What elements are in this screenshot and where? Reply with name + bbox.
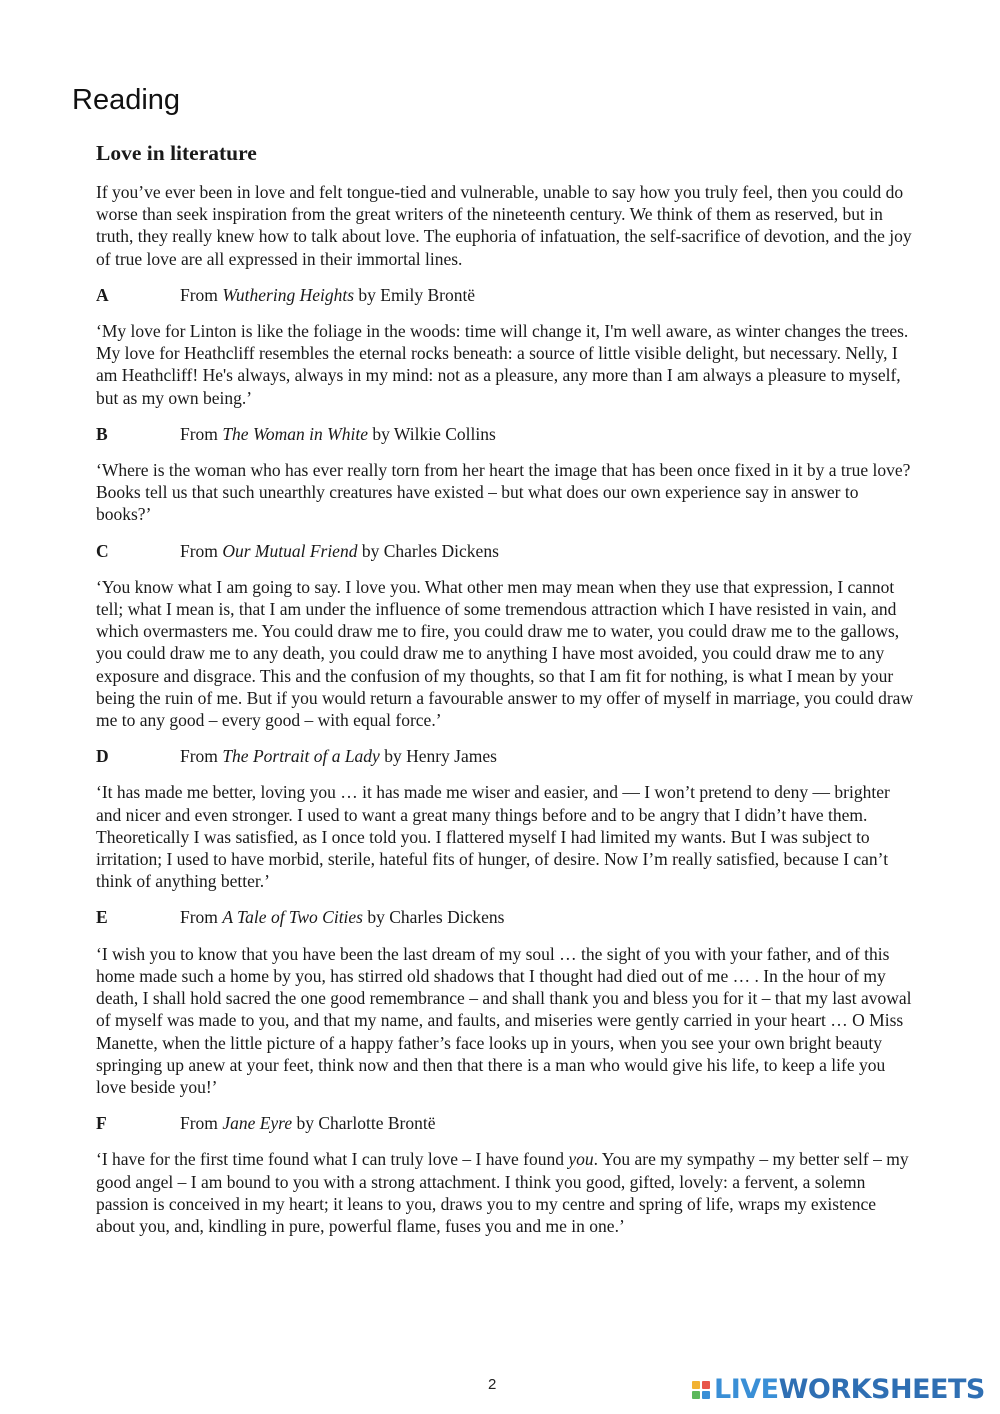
book-author: by Charlotte Brontë (296, 1113, 436, 1134)
excerpt-source: From Our Mutual Friend by Charles Dickens (180, 540, 499, 561)
page-number: 2 (488, 1376, 497, 1393)
excerpt-c-heading (96, 540, 918, 562)
excerpt-letter: F (96, 1113, 107, 1134)
logo-text-worksheets: WORKSHEETS (778, 1374, 985, 1405)
excerpt-e-quote: ‘I wish you to know that you have been the last dream of my soul … the sight of you with your father, and of this home made such a home by you, has stirred old shadows that I thought had died out of me … . In the hour of my death, I shall hold sacred the one good remembrance – and shall thank you and bless you for it – that my last avowal of myself was made to you, and that my name, and faults, and miseries were gently carried in your heart … O Miss Manette, when the little picture of a happy father’s face looks up in yours, when you see your own bright beauty springing up anew at your feet, think now and then that there is a man who would give his life, to keep a life you love beside you!’ (96, 943, 912, 1097)
liveworksheets-logo-icon (692, 1381, 710, 1399)
book-title: Our Mutual Friend (222, 540, 358, 561)
excerpt-source: From The Woman in White by Wilkie Collins (180, 423, 496, 444)
excerpt-source: From Wuthering Heights by Emily Brontë (180, 284, 476, 305)
section-title: Reading (72, 84, 181, 116)
book-title: Wuthering Heights (222, 284, 355, 305)
excerpt-a-quote: ‘My love for Linton is like the foliage in the woods: time will change it, I'm well aware, as winter changes the trees. My love for Heathcliff resembles the eternal rocks beneath: a source of little visible delight, but necessary. Nelly, I am Heathcliff! He's always, always in my mind: not as a pleasure, any more than I am always a pleasure to myself, but as my own being.’ (96, 321, 909, 408)
article-title: Love in literature (96, 141, 257, 165)
book-author: by Henry James (384, 746, 497, 767)
excerpt-letter: E (96, 907, 108, 928)
excerpt-a-heading (96, 284, 918, 306)
book-author: by Wilkie Collins (372, 423, 496, 444)
book-author: by Charles Dickens (367, 907, 505, 928)
excerpt-f-heading (96, 1112, 918, 1134)
liveworksheets-logo (692, 1372, 985, 1408)
book-title: A Tale of Two Cities (222, 907, 363, 928)
excerpt-c-quote: ‘You know what I am going to say. I love you. What other men may mean when they use that expression, I cannot tell; what I mean is, that I am under the influence of some tremendous attraction which I have resisted in vain, and which overmasters me. You could draw me to fire, you could draw me to water, you could draw me to the gallows, you could draw me to any death, you could draw me to anything I have most avoided, you could draw me to any exposure and disgrace. This and the confusion of my thoughts, so that I am fit for nothing, is what I mean by your being the ruin of me. But if you would return a favourable answer to my offer of myself in marriage, you could draw me to any good – every good – with equal force.’ (96, 576, 914, 731)
excerpt-letter: D (96, 746, 109, 767)
excerpt-source: From A Tale of Two Cities by Charles Dickens (180, 907, 505, 928)
logo-text-live: LIVE (714, 1374, 779, 1405)
article (96, 140, 918, 1251)
excerpt-b-quote: ‘Where is the woman who has ever really torn from her heart the image that has been once fixed in it by a true love? Books tell us that such unearthly creatures have existed – but what does our own experience say in answer to books?’ (96, 460, 911, 525)
book-author: by Charles Dickens (361, 540, 499, 561)
excerpt-e-heading (96, 906, 918, 928)
excerpt-source: From The Portrait of a Lady by Henry James (180, 746, 497, 767)
book-author: by Emily Brontë (358, 284, 476, 305)
excerpt-letter: B (96, 423, 108, 444)
excerpt-source: From Jane Eyre by Charlotte Brontë (180, 1113, 436, 1134)
excerpt-d-heading (96, 745, 918, 767)
excerpt-letter: A (96, 284, 109, 305)
quote-emphasis: you (568, 1149, 594, 1170)
book-title: The Portrait of a Lady (222, 746, 380, 767)
excerpt-d-quote: ‘It has made me better, loving you … it has made me wiser and easier, and — I won’t pretend to deny — brighter and nicer and even stronger. I used to want a great many things before and to be angry that I didn’t have them. Theoretically I was satisfied, as I once told you. I flattered myself I had limited my wants. But I was subject to irritation; I used to have morbid, sterile, hateful fits of hunger, of desire. Now I’m really satisfied, because I can’t think of anything better.’ (96, 782, 890, 892)
book-title: The Woman in White (222, 423, 368, 444)
excerpt-b-heading (96, 423, 918, 445)
book-title: Jane Eyre (222, 1113, 293, 1134)
article-intro: If you’ve ever been in love and felt tongue-tied and vulnerable, unable to say how you truly feel, then you could do worse than seek inspiration from the great writers of the nineteenth century. We think of them as reserved, but in truth, they really knew how to talk about love. The euphoria of infatuation, the self-sacrifice of devotion, and the joy of true love are all expressed in their immortal lines. (96, 182, 912, 269)
excerpt-letter: C (96, 540, 109, 561)
excerpt-f-quote: ‘I have for the first time found what I can truly love – I have found you. You are my sympathy – my better self – my good angel – I am bound to you with a strong attachment. I think you good, gifted, lovely: a fervent, a solemn passion is conceived in my heart; it leans to you, draws you to my centre and spring of life, wraps my existence about you, and, kindling in pure, powerful flame, fuses you and me in one.’ (96, 1149, 909, 1236)
